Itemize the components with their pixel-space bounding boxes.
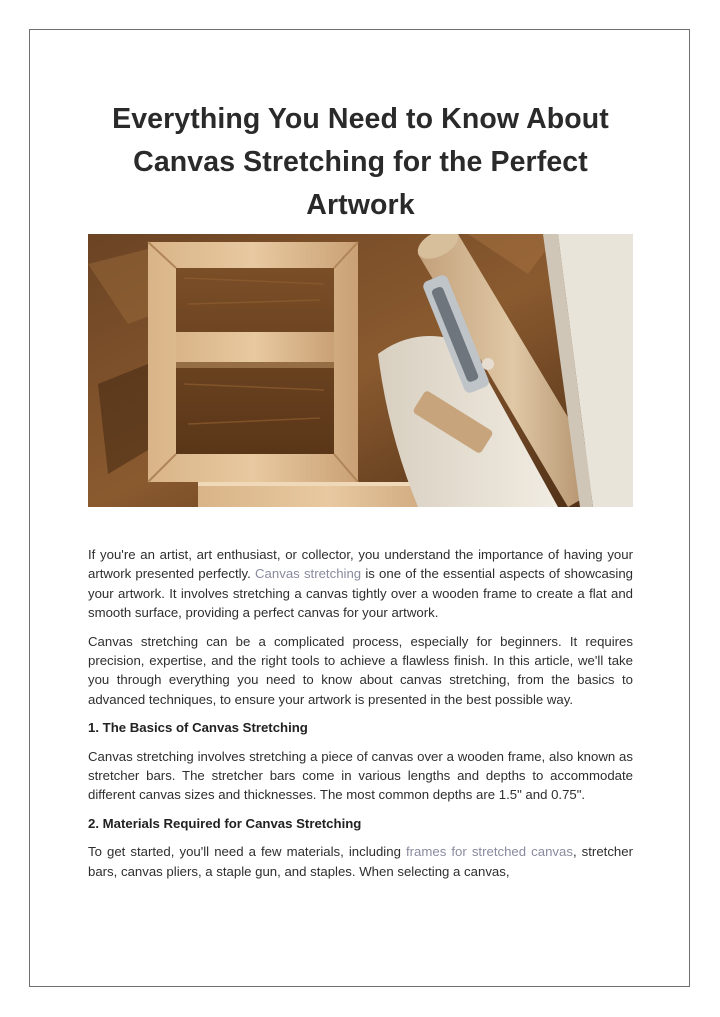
intro-paragraph: [88, 545, 633, 623]
article-body: [88, 545, 633, 890]
hero-photo: [88, 234, 633, 507]
section-2-text-end: , stretcher bars, canvas pliers, a staple gun, and staples. When selecting a canvas,: [88, 844, 633, 879]
frames-for-stretched-canvas-link[interactable]: frames for stretched canvas: [405, 844, 573, 860]
section-2-text-start: To get started, you'll need a few materials, including: [88, 844, 406, 860]
section-1-body: Canvas stretching involves stretching a piece of canvas over a wooden frame, also known as stretcher bars. The stretcher bars come in various lengths and depths to accommodate different canvas sizes and thicknesses. The most common depths are 1.5" and 0.75".: [88, 748, 633, 803]
section-1-heading: 1. The Basics of Canvas Stretching: [88, 720, 308, 736]
section-2-body: [88, 842, 633, 881]
intro-text-end: is one of the essential aspects of showcasing your artwork. It involves stretching a canvas tightly over a wooden frame to create a flat and smooth surface, providing a perfect canvas for your artwork.: [88, 566, 633, 621]
intro-text-start: If you're an artist, art enthusiast, or collector, you understand the importance of having your artwork presented perfectly.: [88, 547, 633, 582]
canvas-stretching-link[interactable]: Canvas stretching: [255, 566, 362, 582]
section-2-heading: 2. Materials Required for Canvas Stretching: [88, 815, 362, 831]
paragraph-2: Canvas stretching can be a complicated process, especially for beginners. It requires precision, expertise, and the right tools to achieve a flawless finish. In this article, we'll take you through everything you need to know about canvas stretching, from the basics to advanced techniques, to ensure your artwork is presented in the best possible way.: [88, 633, 633, 707]
page-title: Everything You Need to Know About Canvas Stretching for the Perfect Artwork: [112, 103, 609, 221]
hero-image: [88, 234, 633, 507]
